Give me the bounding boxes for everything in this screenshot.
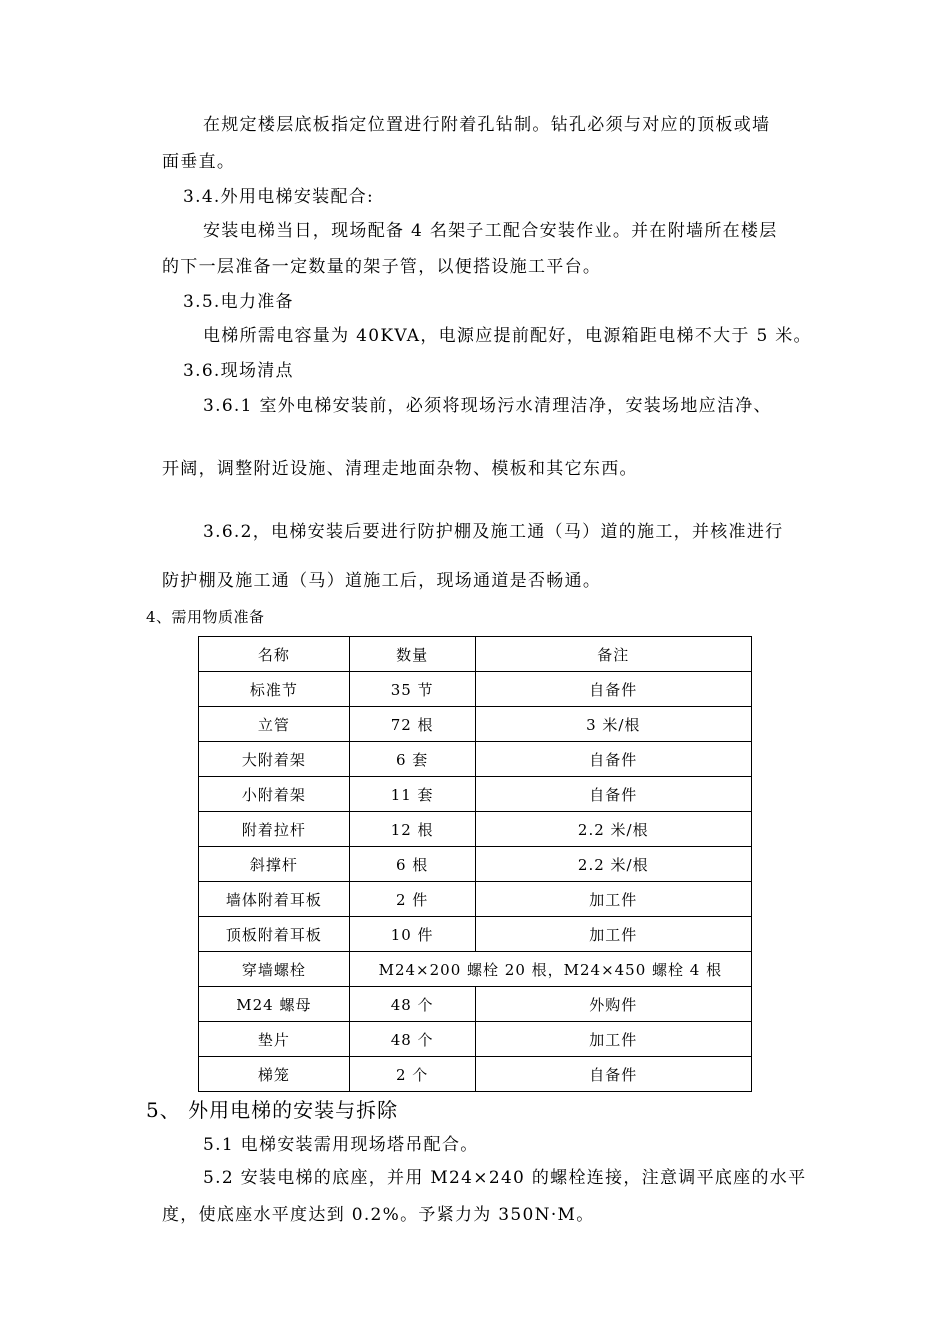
table-cell: 加工件 — [475, 1022, 751, 1057]
heading-3-4: 3.4.外用电梯安装配合: — [183, 187, 375, 207]
table-cell: 垫片 — [199, 1022, 350, 1057]
table-cell: 附着拉杆 — [199, 812, 350, 847]
table-cell: 48 个 — [349, 987, 475, 1022]
table-cell: 自备件 — [475, 672, 751, 707]
table-cell: 3 米/根 — [475, 707, 751, 742]
table-cell: 顶板附着耳板 — [199, 917, 350, 952]
table-cell: 立管 — [199, 707, 350, 742]
table-cell: 梯笼 — [199, 1057, 350, 1092]
table-cell: 自备件 — [475, 1057, 751, 1092]
table-header-row — [199, 637, 752, 672]
table-cell: 6 根 — [349, 847, 475, 882]
table-cell: 2 个 — [349, 1057, 475, 1092]
table-row — [199, 812, 752, 847]
table-row — [199, 917, 752, 952]
line-p7: 开阔，调整附近设施、清理走地面杂物、模板和其它东西。 — [162, 459, 638, 479]
table-cell: M24 螺母 — [199, 987, 350, 1022]
table-cell: 12 根 — [349, 812, 475, 847]
table-row — [199, 707, 752, 742]
line-p51: 5.1 电梯安装需用现场塔吊配合。 — [203, 1135, 479, 1155]
table-cell: 加工件 — [475, 917, 751, 952]
table-cell: 10 件 — [349, 917, 475, 952]
heading-5: 5、 外用电梯的安装与拆除 — [146, 1098, 399, 1122]
table-header-cell: 数量 — [349, 637, 475, 672]
table-cell: 48 个 — [349, 1022, 475, 1057]
table-cell: 35 节 — [349, 672, 475, 707]
table-cell: 穿墙螺栓 — [199, 952, 350, 987]
line-p3: 安装电梯当日，现场配备 4 名架子工配合安装作业。并在附墙所在楼层 — [203, 221, 778, 241]
line-p52b: 度，使底座水平度达到 0.2%。予紧力为 350N·M。 — [162, 1205, 595, 1225]
table-cell: 标准节 — [199, 672, 350, 707]
table-row — [199, 882, 752, 917]
line-p6: 3.6.1 室外电梯安装前，必须将现场污水清理洁净，安装场地应洁净、 — [203, 396, 772, 416]
table-cell: 2.2 米/根 — [475, 847, 751, 882]
table-cell: 自备件 — [475, 742, 751, 777]
table-cell: 墙体附着耳板 — [199, 882, 350, 917]
table-header-cell: 名称 — [199, 637, 350, 672]
materials-table — [198, 636, 752, 1092]
table-cell-merged: M24×200 螺栓 20 根，M24×450 螺栓 4 根 — [349, 952, 751, 987]
table-cell: 外购件 — [475, 987, 751, 1022]
table-header-cell: 备注 — [475, 637, 751, 672]
table-row — [199, 952, 752, 987]
table-row — [199, 777, 752, 812]
line-p4: 的下一层准备一定数量的架子管，以便搭设施工平台。 — [162, 257, 602, 277]
table-row — [199, 742, 752, 777]
line-p5: 电梯所需电容量为 40KVA，电源应提前配好，电源箱距电梯不大于 5 米。 — [203, 326, 812, 346]
line-p1: 在规定楼层底板指定位置进行附着孔钻制。钻孔必须与对应的顶板或墙 — [203, 115, 771, 135]
table-row — [199, 672, 752, 707]
table-cell: 11 套 — [349, 777, 475, 812]
table-cell: 大附着架 — [199, 742, 350, 777]
line-p8: 3.6.2，电梯安装后要进行防护棚及施工通（马）道的施工，并核准进行 — [203, 522, 784, 542]
line-p9: 防护棚及施工通（马）道施工后，现场通道是否畅通。 — [162, 571, 602, 591]
table-cell: 自备件 — [475, 777, 751, 812]
line-p52a: 5.2 安装电梯的底座，并用 M24×240 的螺栓连接，注意调平底座的水平 — [203, 1168, 807, 1188]
table-cell: 72 根 — [349, 707, 475, 742]
table-row — [199, 987, 752, 1022]
heading-3-6: 3.6.现场清点 — [183, 361, 294, 381]
line-p2: 面垂直。 — [162, 152, 236, 172]
heading-3-5: 3.5.电力准备 — [183, 292, 294, 312]
table-cell: 小附着架 — [199, 777, 350, 812]
heading-4: 4、需用物质准备 — [146, 608, 265, 626]
table-row — [199, 847, 752, 882]
table-row — [199, 1022, 752, 1057]
table-cell: 2 件 — [349, 882, 475, 917]
table-cell: 2.2 米/根 — [475, 812, 751, 847]
table-row — [199, 1057, 752, 1092]
table-cell: 6 套 — [349, 742, 475, 777]
table-cell: 斜撑杆 — [199, 847, 350, 882]
table-cell: 加工件 — [475, 882, 751, 917]
